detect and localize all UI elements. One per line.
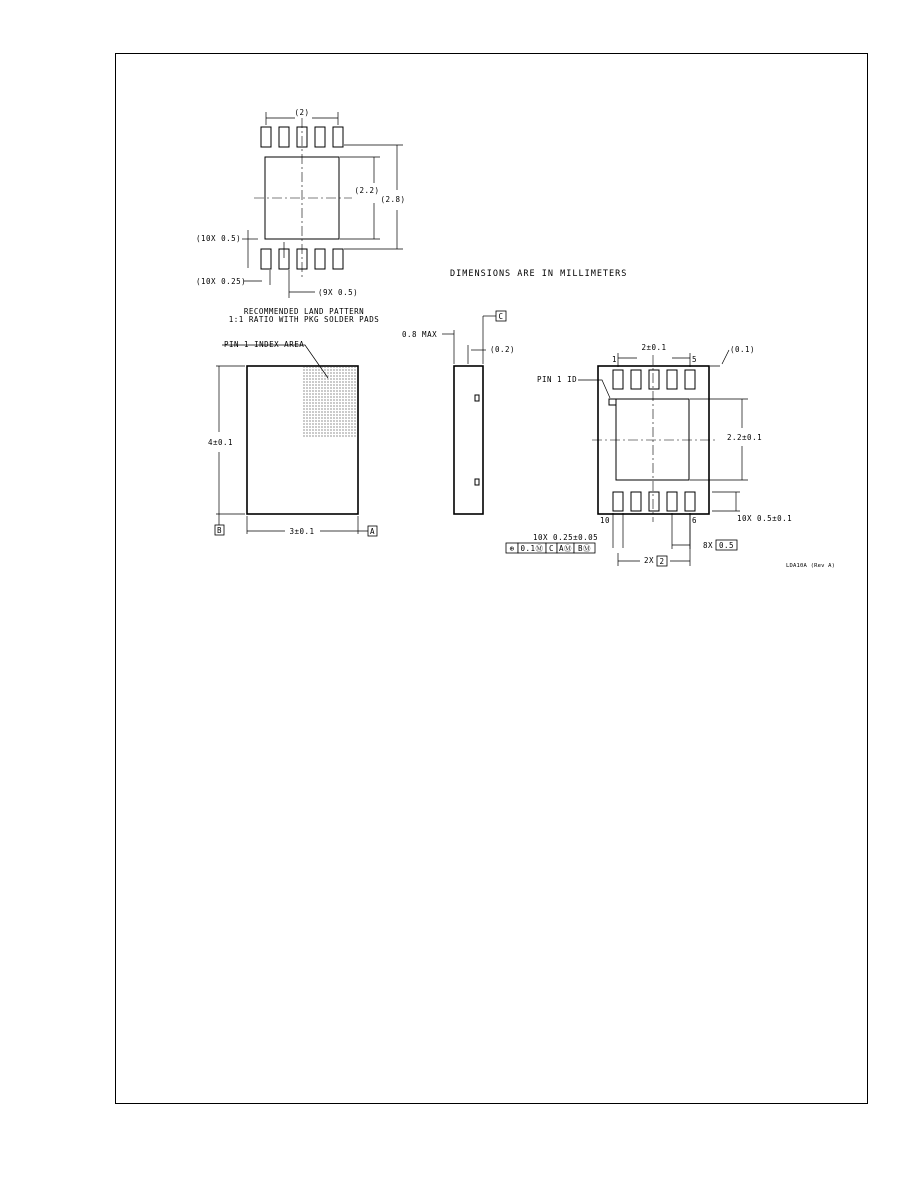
land-pad (315, 249, 325, 269)
bottom-lead (667, 492, 677, 511)
land-dim-pitch: (2) (294, 108, 310, 117)
land-pad (333, 127, 343, 147)
land-pattern-subtitle: 1:1 RATIO WITH PKG SOLDER PADS (228, 315, 380, 324)
datum-a: A (369, 527, 376, 536)
pin-label-5: 5 (692, 355, 698, 364)
bottom-lead (649, 492, 659, 511)
bottom-lead (685, 492, 695, 511)
fcf-datum-a: AⓂ (558, 544, 573, 553)
bottom-lead (631, 370, 641, 389)
datum-c: C (498, 312, 504, 321)
land-pattern-view (196, 108, 406, 324)
fcf-datum-c: C (548, 544, 555, 553)
bottom-lead (631, 492, 641, 511)
fcf-datum-b: BⓂ (577, 544, 592, 553)
side-lead (475, 479, 479, 485)
bottom-dim-corner: (0.1) (730, 345, 756, 354)
land-pad (261, 127, 271, 147)
side-body (454, 366, 483, 514)
side-dim-standoff: (0.2) (490, 345, 516, 354)
land-pad (279, 127, 289, 147)
fcf-tolerance: 0.1Ⓜ (520, 544, 544, 553)
land-pad (333, 249, 343, 269)
drawing-number: LDA10A (Rev A) (786, 563, 836, 569)
pin-label-10: 10 (600, 516, 611, 525)
pin-label-1: 1 (612, 355, 618, 364)
land-pad (261, 249, 271, 269)
bottom-view (506, 343, 792, 566)
land-dim-9x-pitch: (9X 0.5) (318, 288, 359, 297)
bottom-lead (685, 370, 695, 389)
bottom-lead (613, 492, 623, 511)
bottom-dim-pitch: 0.5 (718, 541, 735, 550)
exposed-pad (616, 399, 689, 480)
dimensions-note: DIMENSIONS ARE IN MILLIMETERS (450, 269, 628, 279)
pin1-id-label: PIN 1 ID (537, 375, 578, 384)
bottom-dim-pad-height: 2.2±0.1 (727, 433, 763, 442)
datum-b: B (216, 526, 223, 535)
top-dim-width: 3±0.1 (289, 527, 315, 536)
bottom-dim-2x-value: 2 (659, 557, 665, 566)
bottom-dim-2x: 2X (644, 556, 655, 565)
bottom-dim-lead-length: 10X 0.5±0.1 (737, 514, 793, 523)
side-lead (475, 395, 479, 401)
side-view (402, 311, 515, 514)
pin1-index-label: PIN 1 INDEX AREA (224, 340, 305, 349)
land-pad (315, 127, 325, 147)
bottom-dim-pitch-count: 8X (703, 541, 714, 550)
pin-label-6: 6 (692, 516, 698, 525)
bottom-dim-lead-width: 10X 0.25±0.05 (533, 533, 599, 542)
land-dim-10x-025: (10X 0.25) (196, 277, 247, 286)
side-dim-max: 0.8 MAX (402, 330, 438, 339)
land-dim-pad-length: (2.2) (354, 186, 380, 195)
bottom-lead (613, 370, 623, 389)
fcf-position-symbol: ⊕ (509, 544, 515, 553)
pin1-id-notch (609, 399, 616, 405)
land-dim-overall: (2.8) (380, 195, 406, 204)
land-dim-10x-05: (10X 0.5) (196, 234, 242, 243)
top-dim-height: 4±0.1 (208, 438, 234, 447)
land-pattern-title: RECOMMENDED LAND PATTERN (243, 307, 365, 316)
top-view (208, 340, 377, 536)
bottom-dim-span: 2±0.1 (641, 343, 667, 352)
pin1-index-area (302, 367, 357, 438)
bottom-lead (649, 370, 659, 389)
bottom-lead (667, 370, 677, 389)
